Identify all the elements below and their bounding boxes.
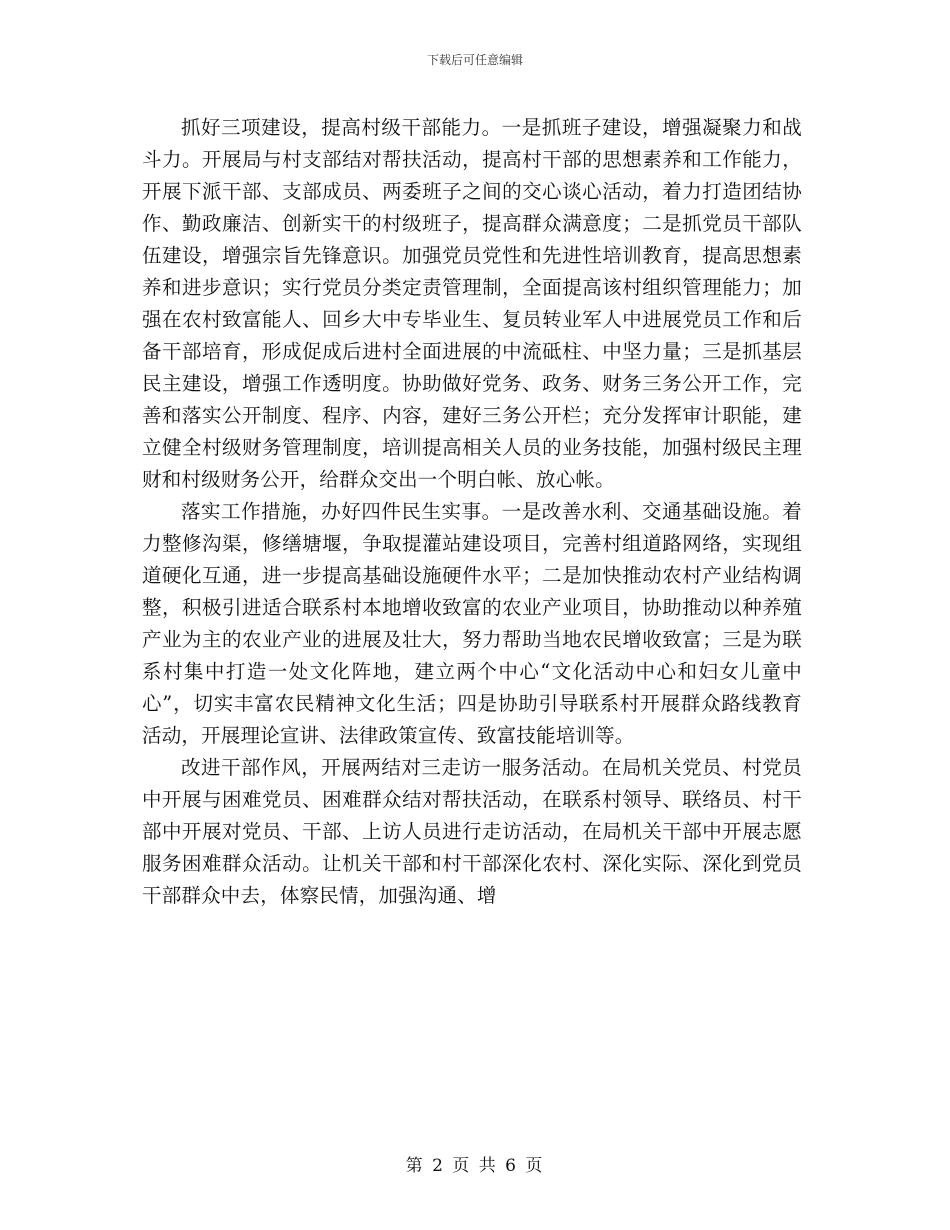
paragraph-three-constructions: 抓好三项建设，提高村级干部能力。一是抓班子建设，增强凝聚力和战斗力。开展局与村支部结对帮扶活动，提高村干部的思想素养和工作能力，开展下派干部、支部成员、两委班子之间的交心谈心活动，着力打造团结协作、勤政廉洁、创新实干的村级班子，提高群众满意度；二是抓党员干部队伍建设，增强宗旨先锋意识。加强党员党性和先进性培训教育，提高思想素养和进步意识；实行党员分类定责管理制，全面提高该村组织管理能力；加强在农村致富能人、回乡大中专毕业生、复员转业军人中进展党员工作和后备干部培育，形成促成后进村全面进展的中流砥柱、中坚力量；三是抓基层民主建设，增强工作透明度。协助做好党务、政务、财务三务公开工作，完善和落实公开制度、程序、内容，建好三务公开栏；充分发挥审计职能，建立健全村级财务管理制度，培训提高相关人员的业务技能，加强村级民主理财和村级财务公开，给群众交出一个明白帐、放心帐。 bbox=[142, 116, 802, 491]
paragraph-four-livelihood-projects: 落实工作措施，办好四件民生实事。一是改善水利、交通基础设施。着力整修沟渠，修缮塘堰，争取提灌站建设项目，完善村组道路网络，实现组道硬化互通，进一步提高基础设施硬件水平；二是加快推动农村产业结构调整，积极引进适合联系村本地增收致富的农业产业项目，协助推动以种养殖产业为主的农业产业的进展及壮大，努力帮助当地农民增收致富；三是为联系村集中打造一处文化阵地，建立两个中心“文化活动中心和妇女儿童中心”，切实丰富农民精神文化生活；四是协助引导联系村开展群众路线教育活动，开展理论宣讲、法律政策宣传、致富技能培训等。 bbox=[142, 500, 802, 747]
paragraph-cadre-style: 改进干部作风，开展两结对三走访一服务活动。在局机关党员、村党员中开展与困难党员、困难群众结对帮扶活动，在联系村领导、联络员、村干部中开展对党员、干部、上访人员进行走访活动，在局机关干部中开展志愿服务困难群众活动。让机关干部和村干部深化农村、深化实际、深化到党员干部群众中去，体察民情，加强沟通、增 bbox=[142, 756, 802, 907]
page-number-footer: 第 2 页 共 6 页 bbox=[405, 1156, 545, 1176]
page-header-note: 下载后可任意编辑 bbox=[426, 53, 523, 67]
document-body bbox=[142, 112, 802, 912]
